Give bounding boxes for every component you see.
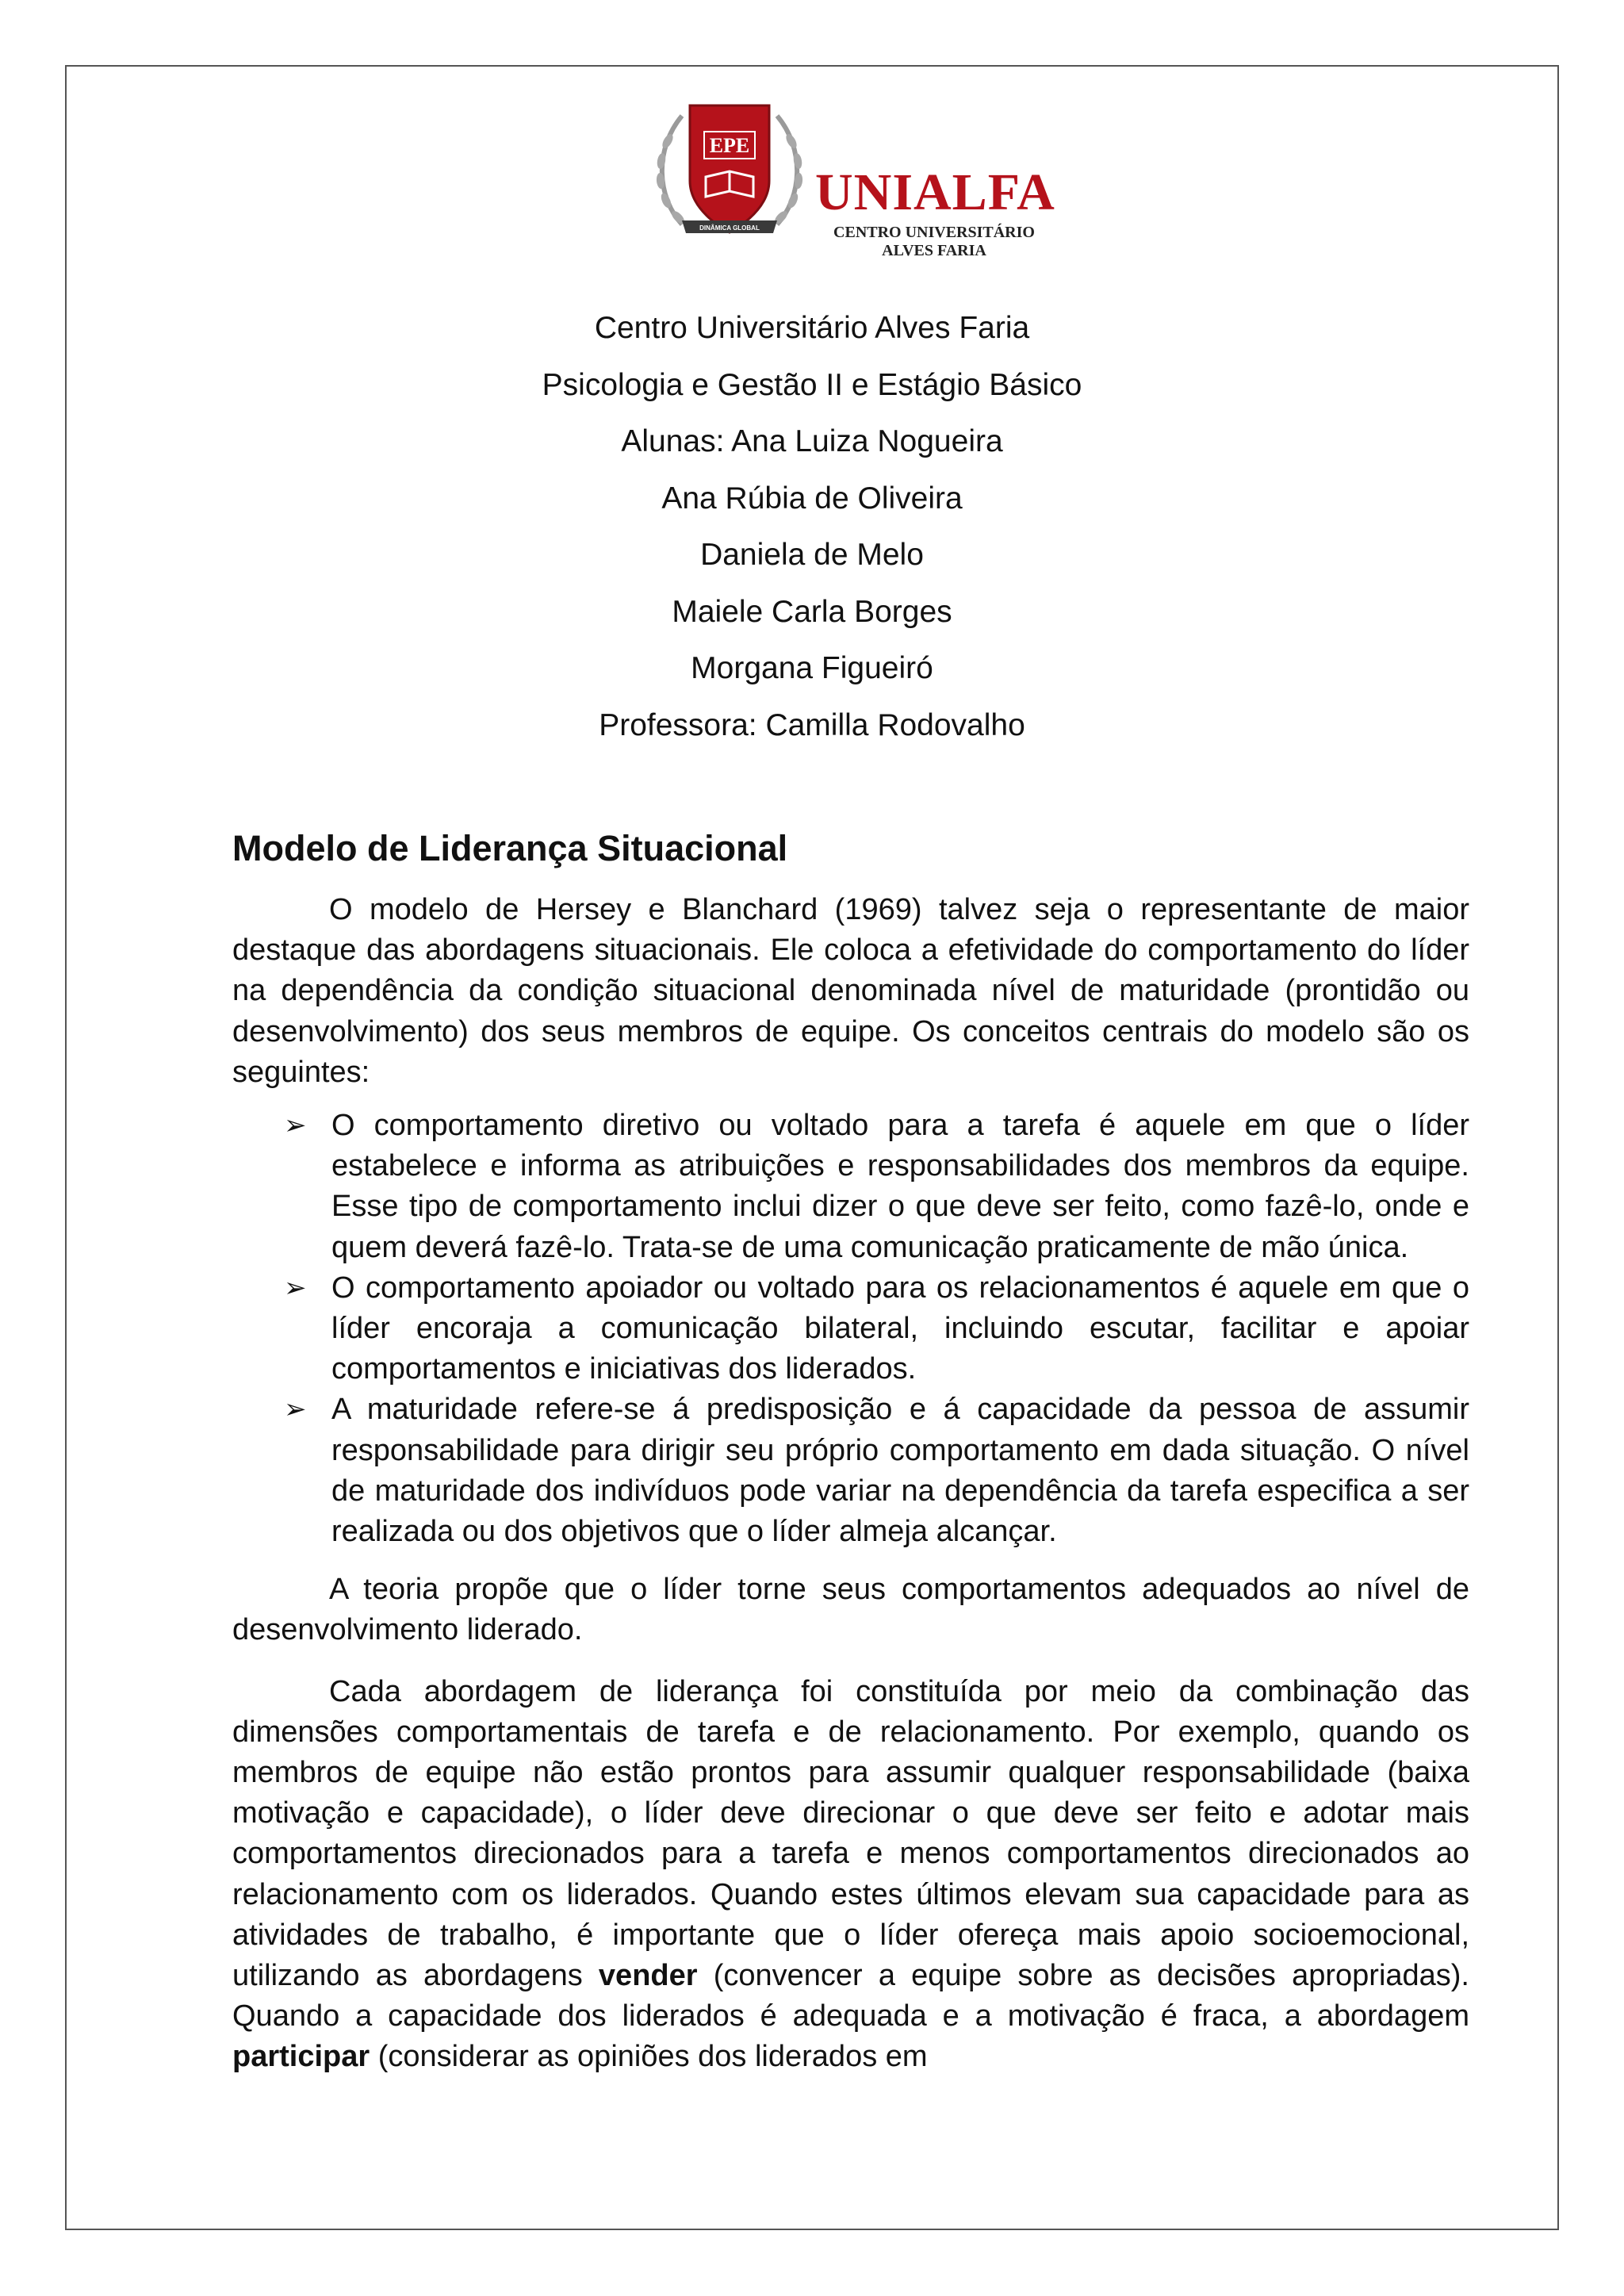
unialfa-logo xyxy=(650,94,1063,259)
professor-line: Professora: Camilla Rodovalho xyxy=(599,707,1025,742)
list-item xyxy=(284,1268,1469,1390)
emblem-text: EPE xyxy=(709,134,750,157)
list-item-text: O comportamento diretivo ou voltado para a tarefa é aquele em que o líder estabelece e informa as atribuições e responsabilidades dos membros da equipe. Esse tipo de comportamento inclui dizer o que deve ser feito, como fazê-lo, onde e quem deverá fazê-lo. Trata-se de uma comunicação praticamente de mão única. xyxy=(331,1109,1469,1264)
shield-emblem-icon xyxy=(650,94,809,252)
arrow-bullet-icon: ➢ xyxy=(284,1394,307,1425)
section-title: Modelo de Liderança Situacional xyxy=(232,828,788,868)
approach-text-1: Cada abordagem de liderança foi constituída por meio da combinação das dimensões comportamentais de tarefa e de relacionamento. Por exemplo, quando os membros de equipe não estão prontos para assumir qualquer responsabilidade (baixa motivação e capacidade), o líder deve direcionar o que deve ser feito e adotar mais comportamentos direcionados para a tarefa e menos comportamentos direcionados ao relacionamento com os liderados. Quando estes últimos elevam sua capacidade para as atividades de trabalho, é importante que o líder ofereça mais apoio socioemocional, utilizando as abordagens xyxy=(232,1674,1469,1993)
student-line: Alunas: Ana Luiza Nogueira xyxy=(621,424,1003,458)
document-body xyxy=(232,825,1469,2078)
document-header xyxy=(0,300,1624,753)
student-line: Morgana Figueiró xyxy=(691,651,933,685)
logo-subtitle-line1: CENTRO UNIVERSITÁRIO xyxy=(833,224,1035,241)
list-item-text: O comportamento apoiador ou voltado para os relacionamentos é aquele em que o líder encoraja a comunicação bilateral, incluindo escutar, facilitar e apoiar comportamentos e iniciativas dos liderados. xyxy=(331,1271,1469,1386)
approach-text-3: (considerar as opiniões dos liderados em xyxy=(370,2040,928,2074)
course-name: Psicologia e Gestão II e Estágio Básico xyxy=(542,367,1082,402)
theory-paragraph: A teoria propõe que o líder torne seus comportamentos adequados ao nível de desenvolvimento liderado. xyxy=(232,1573,1469,1647)
logo-wordmark xyxy=(815,163,1055,260)
logo-name: UNIALFA xyxy=(815,163,1055,221)
arrow-bullet-icon: ➢ xyxy=(284,1272,307,1303)
approach-term-participar: participar xyxy=(232,2040,370,2074)
logo-subtitle-line2: ALVES FARIA xyxy=(882,242,986,259)
approach-term-vender: vender xyxy=(598,1959,698,1993)
intro-paragraph: O modelo de Hersey e Blanchard (1969) talvez seja o representante de maior destaque das abordagens situacionais. Ele coloca a efetividade do comportamento do líder na dependência da condição situacional denominada nível de maturidade (prontidão ou desenvolvimento) dos seus membros de equipe. Os conceitos centrais do modelo são os seguintes: xyxy=(232,893,1469,1089)
student-line: Ana Rúbia de Oliveira xyxy=(661,481,963,516)
list-item xyxy=(284,1389,1469,1552)
institution-name: Centro Universitário Alves Faria xyxy=(594,311,1030,345)
ribbon-text: DINÂMICA GLOBAL xyxy=(699,224,760,232)
student-line: Daniela de Melo xyxy=(700,538,924,572)
approach-paragraph xyxy=(232,1672,1469,2078)
list-item xyxy=(284,1106,1469,1268)
student-line: Maiele Carla Borges xyxy=(672,594,952,629)
approach-text-2: (convencer a equipe sobre as decisões apropriadas). Quando a capacidade dos liderados é adequada e a motivação é fraca, a abordagem xyxy=(232,1959,1469,2033)
concept-list xyxy=(232,1106,1469,1552)
list-item-text: A maturidade refere-se á predisposição e á capacidade da pessoa de assumir responsabilidade para dirigir seu próprio comportamento em dada situação. O nível de maturidade dos indivíduos pode variar na dependência da tarefa especifica a ser realizada ou dos objetivos que o líder almeja alcançar. xyxy=(331,1393,1469,1549)
arrow-bullet-icon: ➢ xyxy=(284,1110,307,1141)
